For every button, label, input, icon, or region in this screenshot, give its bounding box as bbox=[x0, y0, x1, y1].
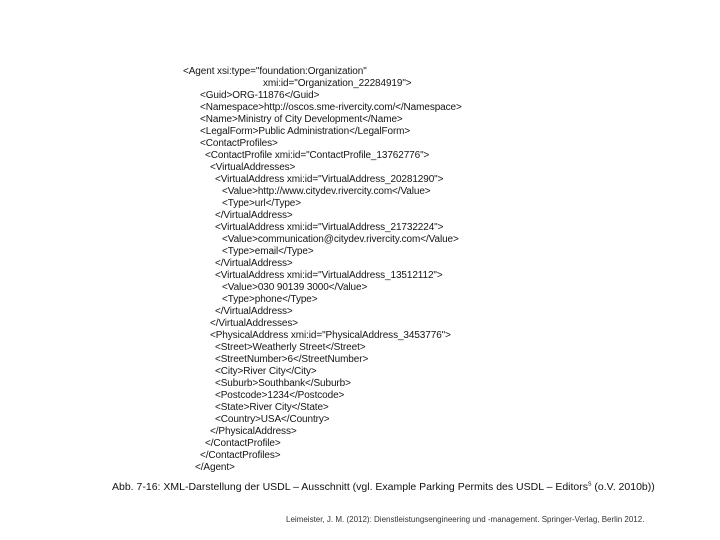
xml-line: <StreetNumber>6</StreetNumber> bbox=[215, 354, 369, 365]
xml-line: <Street>Weatherly Street</Street> bbox=[215, 342, 366, 353]
xml-line: <Suburb>Southbank</Suburb> bbox=[215, 378, 351, 389]
figure-label: Abb. 7-16: bbox=[112, 481, 161, 493]
xml-line: </VirtualAddress> bbox=[215, 258, 293, 269]
source-citation: Leimeister, J. M. (2012): Dienstleistungsengineering und -management. Springer-Verlag, Berlin 2012. bbox=[286, 515, 645, 524]
xml-line: <PhysicalAddress xmi:id="PhysicalAddress_3453776"> bbox=[210, 330, 451, 341]
xml-line: </VirtualAddress> bbox=[215, 306, 293, 317]
xml-line: <ContactProfiles> bbox=[200, 138, 278, 149]
xml-line: <Value>030 90139 3000</Value> bbox=[222, 282, 368, 293]
xml-line: <City>River City</City> bbox=[215, 366, 317, 377]
xml-line: <VirtualAddress xmi:id="VirtualAddress_21732224"> bbox=[215, 222, 444, 233]
xml-line: <Country>USA</Country> bbox=[215, 414, 330, 425]
xml-line: <VirtualAddress xmi:id="VirtualAddress_13512112"> bbox=[215, 270, 443, 281]
xml-line: <Type>phone</Type> bbox=[222, 294, 318, 305]
xml-line: <ContactProfile xmi:id="ContactProfile_13762776"> bbox=[205, 150, 430, 161]
xml-line: <Type>email</Type> bbox=[222, 246, 314, 257]
xml-line: <Type>url</Type> bbox=[222, 198, 302, 209]
xml-line: <LegalForm>Public Administration</LegalForm> bbox=[200, 126, 411, 137]
xml-line: <Postcode>1234</Postcode> bbox=[215, 390, 345, 401]
xml-line: xmi:id="Organization_22284919"> bbox=[263, 78, 412, 89]
xml-line: </PhysicalAddress> bbox=[210, 426, 297, 437]
xml-line: </VirtualAddresses> bbox=[210, 318, 298, 329]
xml-line: <State>River City</State> bbox=[215, 402, 329, 413]
xml-line: <Name>Ministry of City Development</Name> bbox=[200, 114, 403, 125]
xml-line: </VirtualAddress> bbox=[215, 210, 293, 221]
xml-line: </ContactProfile> bbox=[205, 438, 281, 449]
caption-text-end: (o.V. 2010b)) bbox=[591, 481, 655, 493]
xml-line: </ContactProfiles> bbox=[200, 450, 281, 461]
xml-line: </Agent> bbox=[195, 462, 235, 473]
xml-line: <Value>http://www.citydev.rivercity.com</Value> bbox=[222, 186, 431, 197]
figure-caption bbox=[112, 480, 712, 494]
xml-line: <VirtualAddress xmi:id="VirtualAddress_20281290"> bbox=[215, 174, 444, 185]
xml-line: <Guid>ORG-11876</Guid> bbox=[200, 90, 320, 101]
xml-line: <VirtualAddresses> bbox=[210, 162, 296, 173]
caption-superscript: s bbox=[588, 480, 592, 488]
xml-line: <Namespace>http://oscos.sme-rivercity.com/</Namespace> bbox=[200, 102, 462, 113]
xml-line: <Agent xsi:type="foundation:Organization" bbox=[183, 66, 367, 77]
caption-text: XML-Darstellung der USDL – Ausschnitt (vgl. Example Parking Permits des USDL – Editors bbox=[160, 481, 589, 493]
xml-line: <Value>communication@citydev.rivercity.com</Value> bbox=[222, 234, 459, 245]
